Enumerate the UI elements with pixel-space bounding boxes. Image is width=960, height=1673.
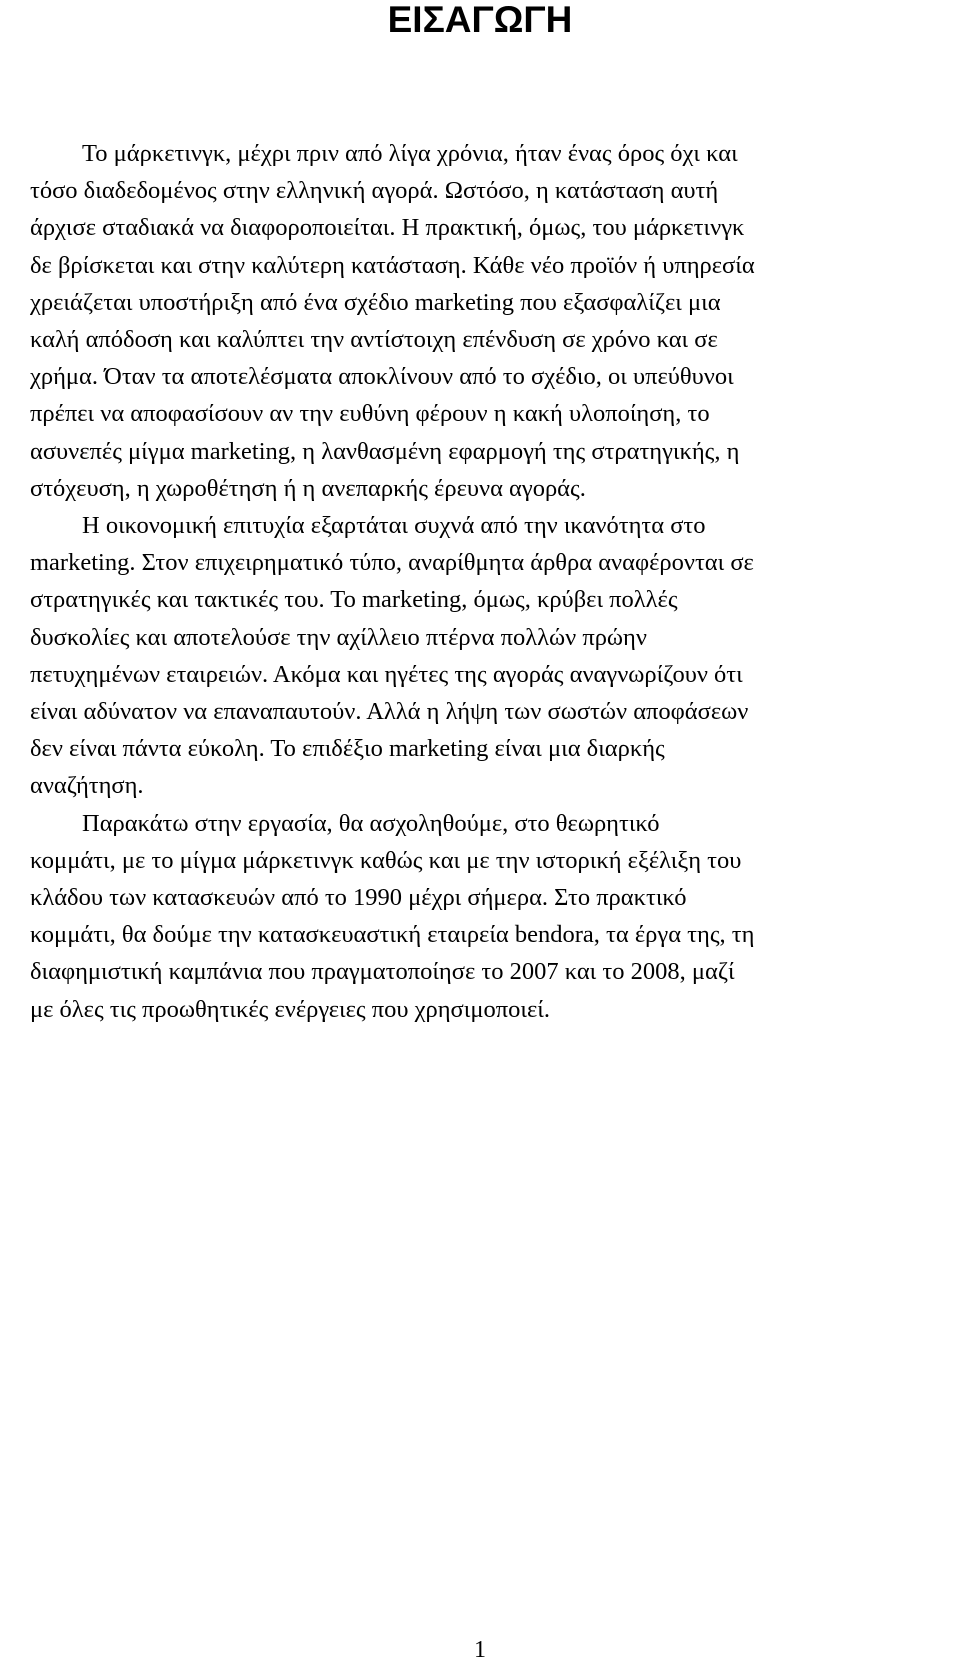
text-line: δυσκολίες και αποτελούσε την αχίλλειο πτέρνα πολλών πρώην xyxy=(30,623,647,651)
text-line: πετυχημένων εταιρειών. Ακόμα και ηγέτες της αγοράς αναγνωρίζουν ότι xyxy=(30,660,743,688)
text-line: Η οικονομική επιτυχία εξαρτάται συχνά από την ικανότητα στο xyxy=(82,512,706,540)
text-line: άρχισε σταδιακά να διαφοροποιείται. Η πρακτική, όμως, του μάρκετινγκ xyxy=(30,214,745,242)
text-line: στόχευση, η χωροθέτηση ή η ανεπαρκής έρευνα αγοράς. xyxy=(30,474,586,502)
text-line: αναζήτηση. xyxy=(30,772,144,800)
text-line: διαφημιστική καμπάνια που πραγματοποίησε το 2007 και το 2008, μαζί xyxy=(30,958,735,986)
text-line: Παρακάτω στην εργασία, θα ασχοληθούμε, στο θεωρητικό xyxy=(82,809,660,837)
text-line: κομμάτι, θα δούμε την κατασκευαστική εταιρεία bendora, τα έργα της, τη xyxy=(30,921,755,949)
text-line: χρήμα. Όταν τα αποτελέσματα αποκλίνουν από το σχέδιο, οι υπεύθυνοι xyxy=(30,363,734,391)
text-line: στρατηγικές και τακτικές του. Το marketing, όμως, κρύβει πολλές xyxy=(30,586,678,614)
text-line: Το μάρκετινγκ, μέχρι πριν από λίγα χρόνια, ήταν ένας όρος όχι και xyxy=(82,140,738,167)
text-line: κλάδου των κατασκευών από το 1990 μέχρι σήμερα. Στο πρακτικό xyxy=(30,884,687,912)
page-title: ΕΙΣΑΓΩΓΗ xyxy=(387,0,573,40)
text-line: κομμάτι, με το μίγμα μάρκετινγκ καθώς και με την ιστορική εξέλιξη του xyxy=(30,846,742,874)
text-line: marketing. Στον επιχειρηματικό τύπο, αναρίθμητα άρθρα αναφέρονται σε xyxy=(30,549,754,577)
text-line: δε βρίσκεται και στην καλύτερη κατάσταση. Κάθε νέο προϊόν ή υπηρεσία xyxy=(30,251,755,279)
text-line: καλή απόδοση και καλύπτει την αντίστοιχη επένδυση σε χρόνο και σε xyxy=(30,326,718,354)
text-line: πρέπει να αποφασίσουν αν την ευθύνη φέρουν η κακή υλοποίηση, το xyxy=(30,400,710,428)
page-number: 1 xyxy=(474,1637,486,1663)
text-line: είναι αδύνατον να επαναπαυτούν. Αλλά η λήψη των σωστών αποφάσεων xyxy=(30,698,749,726)
text-line: ασυνεπές μίγμα marketing, η λανθασμένη εφαρμογή της στρατηγικής, η xyxy=(30,437,740,465)
text-line: χρειάζεται υποστήριξη από ένα σχέδιο marketing που εξασφαλίζει μια xyxy=(30,288,721,316)
text-line: με όλες τις προωθητικές ενέργειες που χρησιμοποιεί. xyxy=(30,995,550,1023)
body-text xyxy=(30,135,932,1028)
text-line: δεν είναι πάντα εύκολη. Το επιδέξιο marketing είναι μια διαρκής xyxy=(30,735,665,763)
text-line: τόσο διαδεδομένος στην ελληνική αγορά. Ωστόσο, η κατάσταση αυτή xyxy=(30,177,719,205)
